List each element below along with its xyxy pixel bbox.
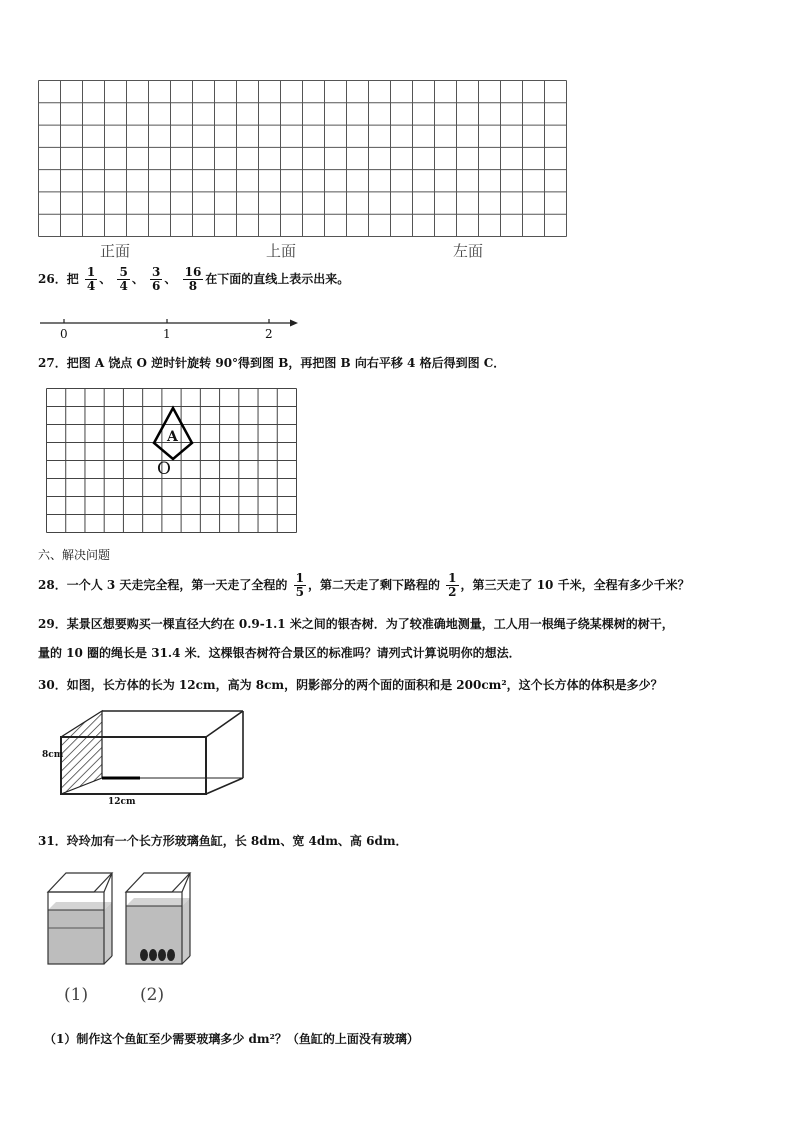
tick-label-2: 2 [265, 327, 273, 341]
q28-fraction-1: $\frac{1}{5}$ [295, 571, 304, 599]
q26-sep: 、 [164, 272, 177, 286]
question-29-line-2: 量的 10 圈的绳长是 31.4 米．这棵银杏树符合景区的标准吗？请列式计算说明你的想法． [38, 646, 521, 660]
q26-prefix: 把 [66, 272, 79, 286]
q26-suffix: 在下面的直线上表示出来。 [205, 272, 350, 286]
tick-label-0: 0 [60, 327, 68, 341]
iron-ball [149, 949, 157, 961]
top-view-label: 上面 [266, 242, 297, 260]
q26-fraction-3: $\frac{3}{6}$ [152, 265, 161, 293]
question-31: 31．玲玲加有一个长方形玻璃鱼缸，长 8dm、宽 4dm、高 6dm． [38, 834, 408, 848]
q26-sep: 、 [99, 272, 112, 286]
cuboid-figure [40, 707, 250, 807]
q26-fraction-1: $\frac{1}{4}$ [86, 265, 96, 293]
iron-ball [140, 949, 148, 961]
height-label: 8cm [42, 750, 64, 760]
left-view-label: 左面 [453, 242, 484, 260]
q26-fraction-4: $\frac{16}{8}$ [184, 265, 202, 293]
q26-sep: 、 [131, 272, 144, 286]
question-27: 27．把图 A 饶点 O 逆时针旋转 90°得到图 B，再把图 B 向右平移 4 格后得到图 C． [38, 356, 506, 370]
iron-ball [158, 949, 166, 961]
q28-fraction-2: $\frac{1}{2}$ [448, 571, 457, 599]
question-31-part-1: （1）制作这个鱼缸至少需要玻璃多少 dm²？（鱼缸的上面没有玻璃） [44, 1032, 419, 1046]
question-26 [38, 266, 349, 293]
iron-ball [167, 949, 175, 961]
question-28: 28．一个人 3 天走完全程，第一天走了全程的 $\frac{1}{5}$ ，第二天走了剩下路程的 $\frac{1}{2}$ ，第三天走了 10 千米，全程有多少千米？ [38, 571, 690, 599]
q26-number: 26． [38, 272, 67, 286]
front-view-label: 正面 [100, 242, 131, 260]
three-view-grid [38, 80, 568, 238]
rotation-grid [46, 388, 298, 534]
fish-tank-2 [122, 870, 194, 970]
point-o-label: O [157, 459, 171, 479]
question-29-line-1: 29．某景区想要购买一棵直径大约在 0.9-1.1 米之间的银杏树．为了较准确地测量，工人用一根绳子绕某棵树的树干， [38, 617, 674, 631]
fish-tank-1 [44, 870, 116, 970]
length-label: 12cm [108, 797, 136, 807]
fig2-label: (2) [140, 985, 165, 1005]
q26-fraction-2: $\frac{5}{4}$ [119, 265, 128, 293]
section-heading: 六、解决问题 [38, 548, 111, 562]
tick-label-1: 1 [163, 327, 171, 341]
shape-a-label: A [167, 429, 178, 445]
fig1-label: (1) [64, 985, 89, 1005]
question-30: 30．如图，长方体的长为 12cm，高为 8cm，阴影部分的两个面的面积和是 200cm²，这个长方体的体积是多少？ [38, 678, 663, 692]
